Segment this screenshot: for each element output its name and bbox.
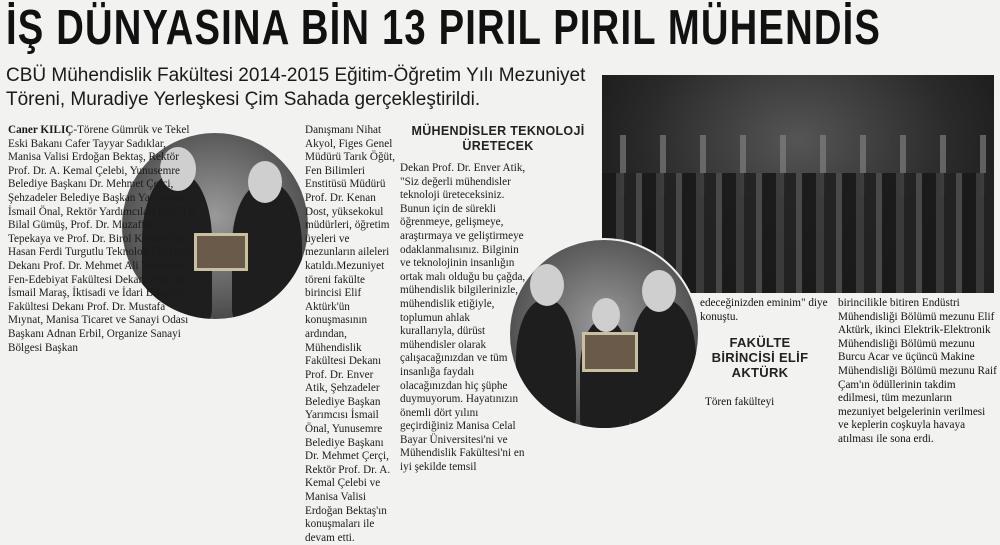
column-4-left-text: edeceğinizden eminim" diye konuştu. bbox=[700, 297, 828, 323]
lead-paragraph: CBÜ Mühendislik Fakültesi 2014-2015 Eğitim-Öğretim Yılı Mezuniyet Töreni, Muradiye Yerleşkesi Çim Sahada gerçekleştirildi. bbox=[6, 65, 586, 110]
article-column-3 bbox=[400, 162, 596, 475]
article-column-2 bbox=[205, 124, 397, 545]
byline: Caner KILIÇ bbox=[8, 124, 74, 136]
column-4-right-text: birincilikle bitiren Endüstri Mühendisliği Bölümü mezunu Elif Aktürk, ikinci Elektrik-Elektronik Mühendisliği Bölümü mezunu Burcu Acar ve üçüncü Makine Mühendisliği Bölümü mezunu Raif Çam'ın ödüllerinin takdim edilmesi, tüm mezunların mezuniyet belgelerinin verilmesi ve keplerin coşkuyla havaya atılması ile sona erdi. bbox=[838, 297, 997, 445]
column-2-text: Danışmanı Nihat Akyol, Figes Genel Müdürü Tarık Öğüt, Fen Bilimleri Enstitüsü Müdürü Prof. Dr. Kenan Dost, yüksekokul müdürleri, öğretim üyeleri ve mezunların aileleri katıldı.Mezuniyet töreni fakülte birincisi Elif Aktürk'ün konuşmasının ardından, Mühendislik Fakültesi Dekanı Prof. Dr. Enver Atik, Şehzadeler Belediye Başkan Yarımcısı İsmail Önal, Yunusemre Belediye Başkanı Dr. Mehmet Çerçi, Rektör Prof. Dr. A. Kemal Çelebi ve Manisa Valisi Erdoğan Bektaş'ın konuşmaları ile devam etti. bbox=[305, 124, 396, 544]
subhead-technology: MÜHENDİSLER TEKNOLOJİ ÜRETECEK bbox=[411, 124, 585, 153]
article-column-1 bbox=[8, 124, 198, 420]
column-3-text: Dekan Prof. Dr. Enver Atik, "Siz değerli mühendisler teknoloji üreteceksiniz. Bunun için de sürekli öğrenmeye, gelişmeye, araştırmaya ve geliştirmeye odaklanmalısınız. Bilginin ve teknolojinin insanlığın ortak malı olduğu bu çağda, mühendislik bilgilerinizle, mühendislik etiğiyle, toplumun ahlak kurallarıyla, dürüst mühendisler olarak çalışacağınızdan ve tüm insanlığa faydalı olacağınızdan hiç şüphe duymuyorum. Hayatınızın önemli dört yılını geçirdiğiniz Manisa Celal Bayar Üniversitesi'ni ve Mühendislik Fakültesi'ni en iyi şekilde temsil bbox=[400, 162, 526, 474]
subhead-faculty-first: FAKÜLTE BİRİNCİSİ ELİF AKTÜRK bbox=[711, 335, 809, 380]
woman-face bbox=[592, 298, 620, 332]
graduate-face-right bbox=[642, 270, 676, 312]
headline: İŞ DÜNYASINA BİN 13 PIRIL PIRIL MÜHENDİS bbox=[6, 1, 882, 55]
column-4-bottom-text: Tören fakülteyi bbox=[705, 396, 775, 408]
graduate-figure-right bbox=[630, 300, 696, 430]
column-1-text: -Törene Gümrük ve Tekel Eski Bakanı Cafer Tayyar Sadıklar, Manisa Valisi Erdoğan Bektaş, Rektör Prof. Dr. A. Kemal Çelebi, Yunusemre Belediye Başkanı Dr. Mehmet Çerçi, Şehzadeler Belediye Başkan Yardımcısı İsmail Önal, Rektör Yardımcıları Prof. Dr. Bilal Gümüş, Prof. Dr. Muzaffer Tepekaya ve Prof. Dr. Birol Kovancılar, Hasan Ferdi Turgutlu Teknoloji Fakültesi Dekanı Prof. Dr. Mehmet Ali Yurdusev, Fen-Edebiyat Fakültesi Dekanı Prof. Dr. İsmail Maraş, İktisadi ve İdari Bilimler Fakültesi Dekanı Prof. Dr. Mustafa Mıynat, Manisa Ticaret ve Sanayi Odası Başkanı Adnan Erbil, Organize Sanayi Bölgesi Başkan bbox=[8, 124, 197, 354]
